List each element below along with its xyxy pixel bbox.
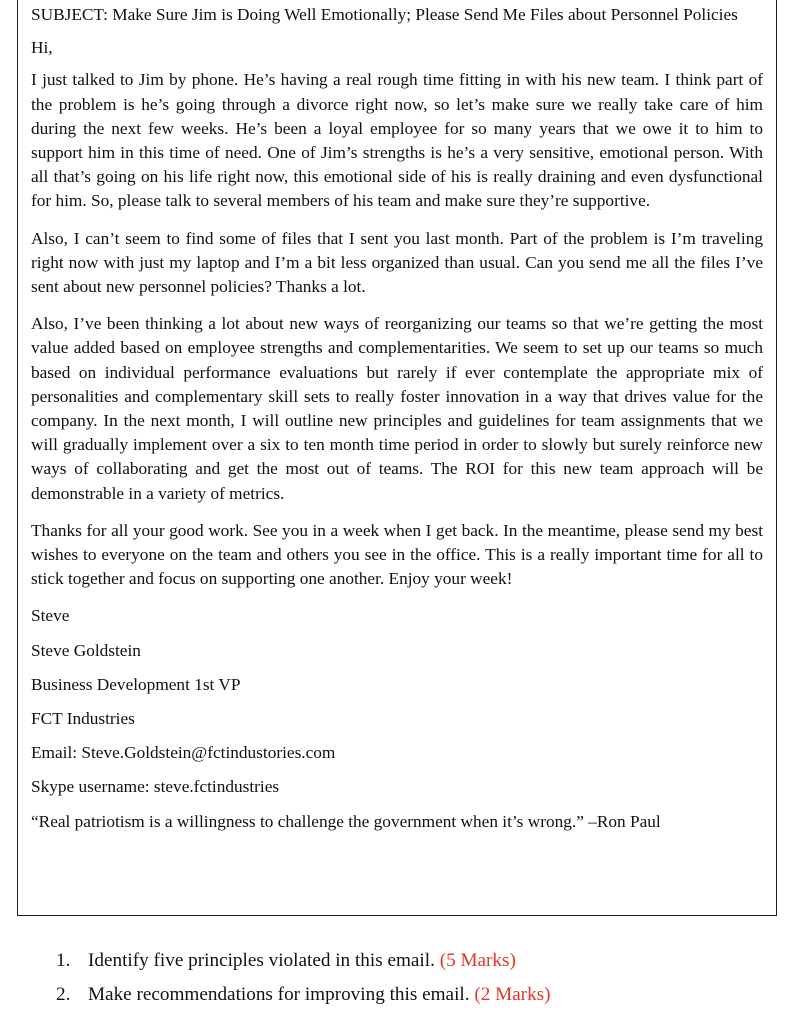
signature-email: Email: Steve.Goldstein@fctindustories.com: [31, 743, 336, 763]
email-subject: SUBJECT: Make Sure Jim is Doing Well Emotionally; Please Send Me Files about Personnel Policies: [31, 5, 738, 24]
question-text: Identify five principles violated in this email.: [88, 950, 435, 971]
question-number: 2.: [56, 984, 71, 1005]
question-text: Make recommendations for improving this email.: [88, 984, 470, 1005]
signature-quote: “Real patriotism is a willingness to challenge the government when it’s wrong.” –Ron Paul: [31, 811, 661, 831]
email-greeting: Hi,: [31, 38, 53, 58]
question-marks: (5 Marks): [439, 950, 516, 971]
question-list: [56, 944, 551, 1012]
signature-first-name: Steve: [31, 606, 70, 626]
signature-company: FCT Industries: [31, 709, 135, 729]
question-item-1: [56, 944, 551, 978]
signature-title: Business Development 1st VP: [31, 674, 241, 694]
email-paragraph-4: Thanks for all your good work. See you in a week when I get back. In the meantime, please send my best wishes to everyone on the team and others you see in the office. This is a really important time for all to stick together and focus on supporting one another. Enjoy your week!: [31, 520, 763, 589]
email-message-box: [17, 0, 777, 916]
signature-skype: Skype username: steve.fctindustries: [31, 777, 280, 797]
email-paragraph-1: I just talked to Jim by phone. He’s having a real rough time fitting in with his new team. I think part of the problem is he’s going through a divorce right now, so let’s make sure we really take care of him during the next few weeks. He’s been a loyal employee for so many years that we owe it to him to support him in this time of need. One of Jim’s strengths is he’s a very sensitive, emotional person. With all that’s going on his life right now, this emotional side of his is really draining and even dysfunctional for him. So, please talk to several members of his team and make sure they’re supportive.: [31, 70, 763, 211]
email-paragraph-2: Also, I can’t seem to find some of files that I sent you last month. Part of the problem is I’m traveling right now with just my laptop and I’m a bit less organized than usual. Can you send me all the files I’ve sent about new personnel policies? Thanks a lot.: [31, 228, 763, 297]
question-item-2: [56, 978, 551, 1012]
signature-full-name: Steve Goldstein: [31, 640, 141, 660]
question-marks: (2 Marks): [474, 984, 551, 1005]
question-number: 1.: [56, 950, 71, 971]
email-paragraph-3: Also, I’ve been thinking a lot about new ways of reorganizing our teams so that we’re getting the most value added based on employee strengths and complementarities. We seem to set up our teams so much based on individual performance evaluations but rarely if ever contemplate the appropriate mix of personalities and complementary skill sets to really foster innovation in a way that drives value for the company. In the next month, I will outline new principles and guidelines for team assignments that we will gradually implement over a six to ten month time period in order to slowly but surely reinforce new ways of collaborating and get the most out of teams. The ROI for this new team approach will be demonstrable in a variety of metrics.: [31, 314, 763, 503]
